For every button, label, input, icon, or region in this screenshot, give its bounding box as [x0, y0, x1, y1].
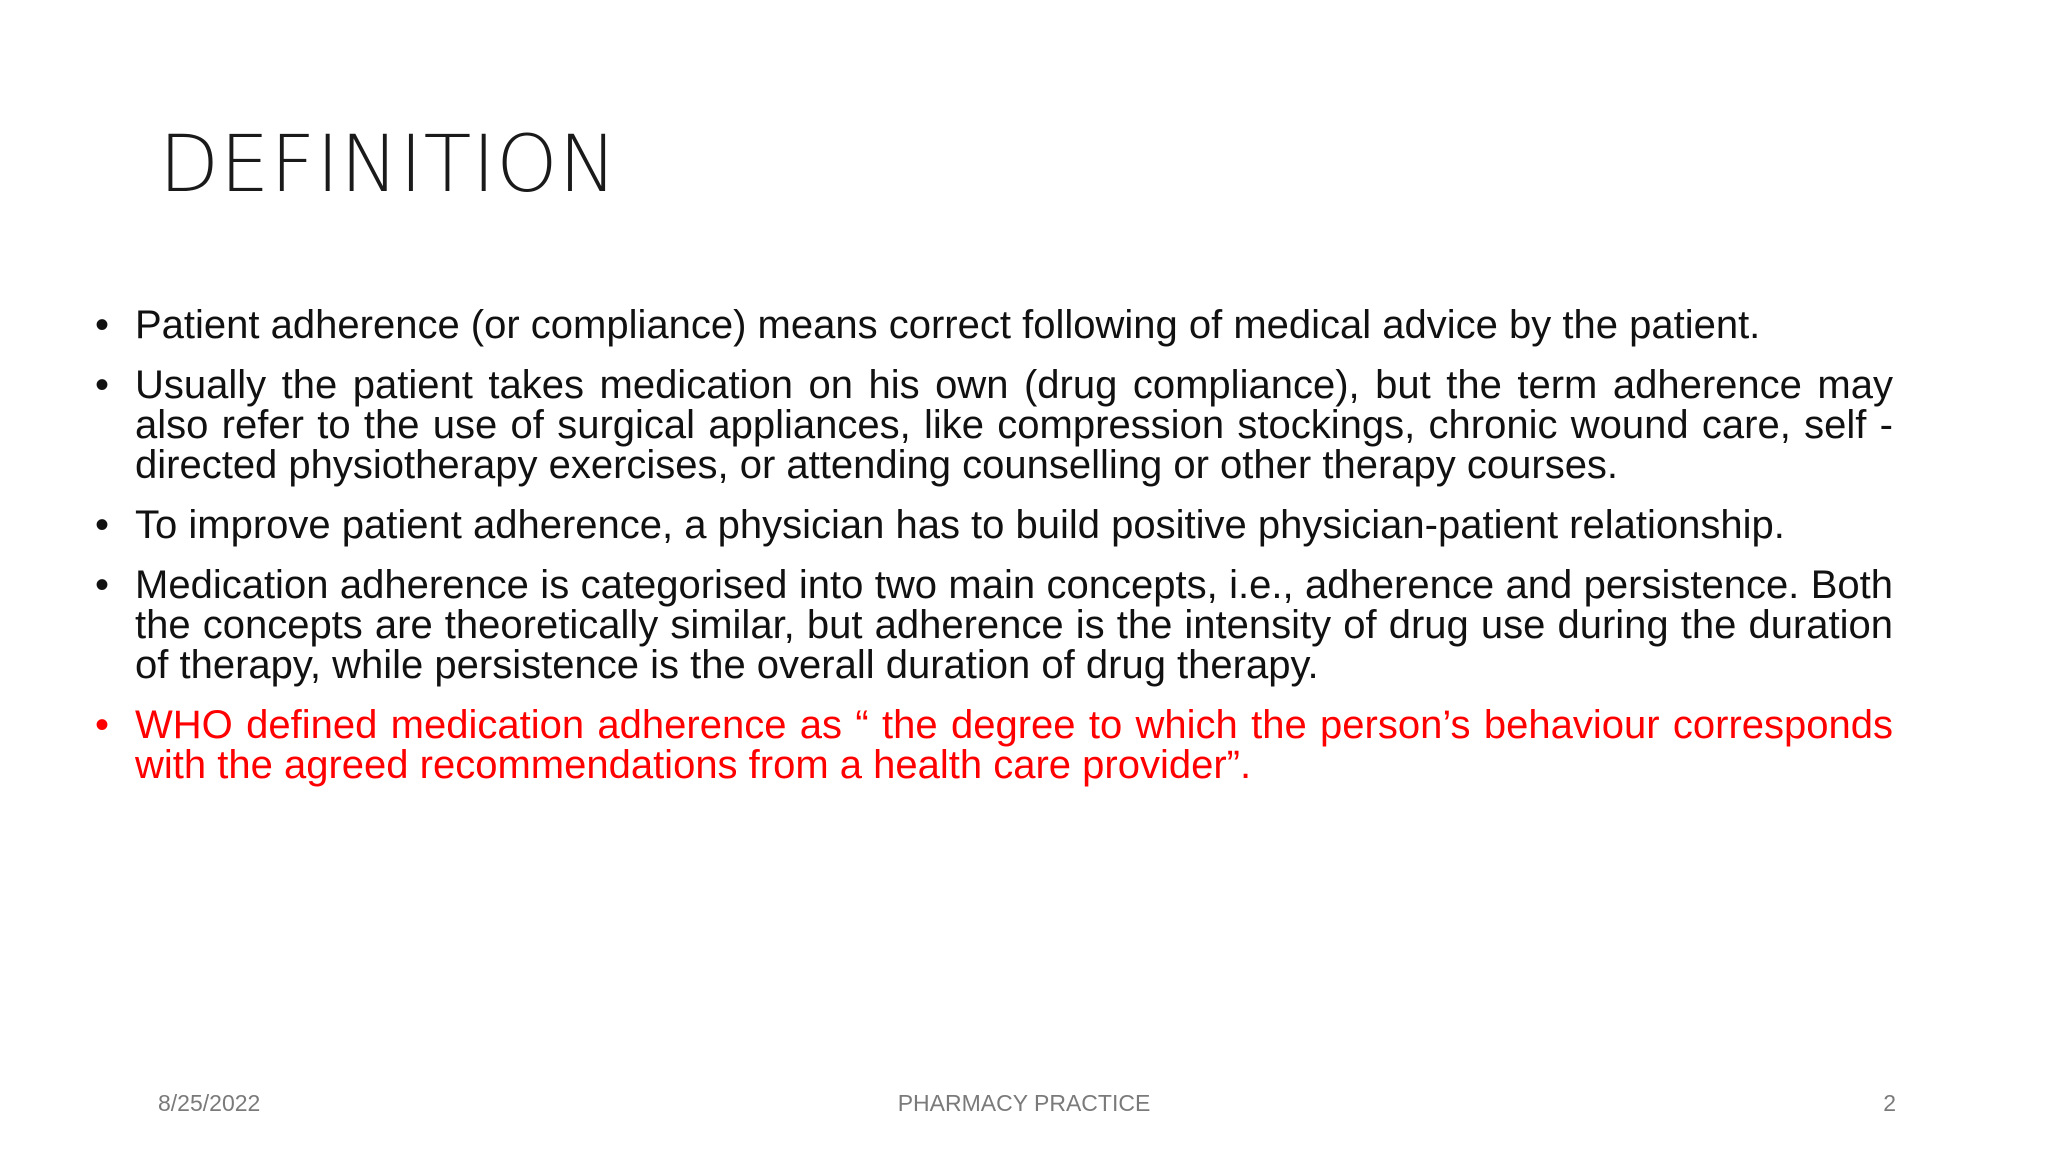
bullet-icon: •: [95, 703, 110, 747]
footer-date: 8/25/2022: [158, 1090, 261, 1116]
bullet-text: WHO defined medication adherence as “ the degree to which the person’s behaviour corresponds with the agreed recommendations from a health care provider”.: [135, 703, 1893, 787]
bullet-icon: •: [95, 303, 110, 347]
bullet-icon: •: [95, 563, 110, 607]
bullet-list: [95, 305, 1893, 805]
bullet-item-1: [95, 305, 1893, 345]
bullet-item-4: [95, 565, 1893, 685]
bullet-item-2: [95, 365, 1893, 485]
bullet-item-3: [95, 505, 1893, 545]
bullet-item-who-definition: [95, 705, 1893, 785]
bullet-text: Usually the patient takes medication on his own (drug compliance), but the term adherence may also refer to the use of surgical appliances, like compression stockings, chronic wound care, self -directed physiotherapy exercises, or attending counselling or other therapy courses.: [135, 363, 1893, 487]
bullet-icon: •: [95, 503, 110, 547]
bullet-icon: •: [95, 363, 110, 407]
footer-course-title: PHARMACY PRACTICE: [897, 1090, 1151, 1116]
bullet-text: Patient adherence (or compliance) means correct following of medical advice by the patient.: [135, 303, 1761, 347]
bullet-text: Medication adherence is categorised into two main concepts, i.e., adherence and persistence. Both the concepts are theoretically similar, but adherence is the intensity of drug use during the duration of therapy, while persistence is the overall duration of drug therapy.: [135, 563, 1893, 687]
bullet-text: To improve patient adherence, a physician has to build positive physician-patient relationship.: [135, 503, 1785, 547]
footer-page-number: 2: [1883, 1090, 1896, 1116]
slide-title: DEFINITION: [159, 120, 618, 210]
